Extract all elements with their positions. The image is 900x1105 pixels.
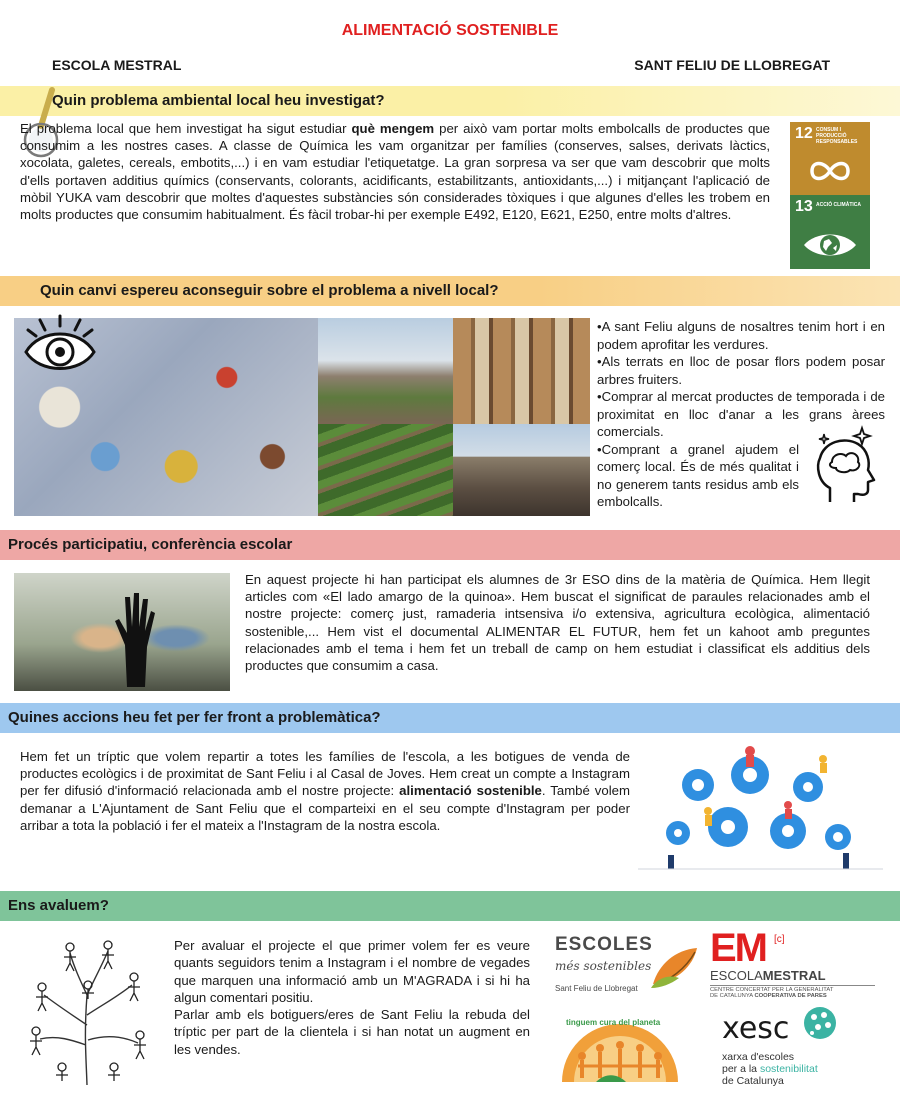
bulk-store-photo bbox=[453, 318, 590, 424]
section4-text bbox=[20, 748, 630, 834]
section3-band bbox=[0, 530, 900, 560]
xesc-dots-icon bbox=[802, 1005, 838, 1041]
bullet-item: •A sant Feliu alguns de nosaltres tenim hort i en podem aprofitar les verdures. bbox=[597, 319, 885, 352]
section2-heading: Quin canvi espereu aconseguir sobre el problema a nivell local? bbox=[40, 282, 499, 299]
sdg-12-number: 12 bbox=[795, 125, 813, 142]
people-tree-sketch bbox=[22, 935, 152, 1085]
city-name: SANT FELIU DE LLOBREGAT bbox=[634, 57, 830, 73]
raised-hand-icon bbox=[109, 587, 159, 687]
market-building-photo bbox=[453, 424, 590, 516]
section3-text: En aquest projecte hi han participat els alumnes de 3r ESO dins de la matèria de Química. Hem llegit articles com «El lado amargo de la quinoa». Hem buscat el significat de paraules relacionades amb el nostre projecte: comerç just, ramaderia intsensiva i/o extensiva, agricultura ecològica, alimentació sostenible,... Hem vist el documental ALIMENTAR EL FUTUR, hem fet un kahoot amb preguntes relacionades amb el tema i hem fet un treball de camp on hem estudiat i classificat els additius dels productes que consumim a casa. bbox=[245, 572, 870, 674]
section5-text bbox=[174, 937, 530, 1058]
escoles-logo-subtitle: més sostenibles bbox=[555, 959, 652, 973]
section1-text-b: per això vam portar molts embolcalls de productes que consumim a les nostres cases. A classe de Química les vam organitzar per famílies (conserves, salses, derivats làctics, xocolata, galetes, cereals, embotits,...) i en vam estudiar l'etiquetatge. La gran sorpresa va ser que vam descobrir que molts d'ells portaven additius químics (conservants, colorants, acidificants, estabilitzants, antioxidants,...) i mitjançant l'aplicació de mòbil YUKA vam descobrir que moltes d'aquestes substàncies són considerades tòxiques i que algunes d'elles les trobem en molts productes que consumim habitualment. És fàcil trobar-hi per exemple E492, E120, E621, E250, entre molts d'altres. bbox=[20, 121, 771, 223]
section4-band bbox=[0, 703, 900, 733]
section3-heading: Procés participatiu, conferència escolar bbox=[8, 536, 293, 553]
escoles-sostenibles-logo bbox=[553, 932, 703, 1002]
section5-paragraph-2: Parlar amb els botiguers/eres de Sant Feliu la rebuda del tríptic per part de la clientela i si han notat un augment en les vendes. bbox=[174, 1007, 530, 1057]
section5-paragraph-1: Per avaluar el projecte el que primer volem fer es veure quants seguidors tenim a Instagram i el nombre de vegades que marquen una informació amb un M'AGRADA i si hi ha algun comentari positiu. bbox=[174, 938, 530, 1005]
rooftop-garden-photo bbox=[318, 318, 453, 424]
eye-globe-icon bbox=[802, 229, 858, 261]
bullet-item: •Comprant a granel ajudem el comerç local. És de més qualitat i no generem tants residus amb els embolcalls. bbox=[597, 441, 799, 509]
section5-band bbox=[0, 891, 900, 921]
mestral-em: EM bbox=[710, 926, 766, 970]
head-thinking-icon bbox=[810, 422, 882, 506]
xesc-line1: xarxa d'escoles bbox=[722, 1051, 795, 1063]
section1-text bbox=[20, 120, 770, 223]
section1-text-a: El problema local que hem investigat ha sigut estudiar bbox=[20, 121, 352, 136]
escoles-logo-title: ESCOLES bbox=[555, 934, 653, 955]
mestral-name: ESCOLAMESTRAL bbox=[710, 968, 826, 983]
bullet-item: •Comprar al mercat productes de temporada i de proximitat en lloc d'anar a les grans àrees comercials. bbox=[597, 389, 885, 439]
leaves-icon bbox=[649, 944, 701, 988]
section1-band bbox=[0, 86, 900, 116]
infinity-icon bbox=[808, 158, 852, 184]
section1-text-bold: què mengem bbox=[351, 121, 435, 136]
xesc-logo bbox=[722, 1005, 882, 1090]
section5-heading: Ens avaluem? bbox=[8, 897, 109, 914]
sdg-13-tile bbox=[790, 195, 870, 269]
bullet-item: •Als terrats en lloc de posar flors podem posar arbres fruiters. bbox=[597, 354, 885, 387]
school-name: ESCOLA MESTRAL bbox=[52, 57, 182, 73]
conference-photo bbox=[14, 573, 230, 691]
sdg-12-label: CONSUM I PRODUCCIÓ RESPONSABLES bbox=[816, 127, 858, 145]
mestral-sub1: CENTRE CONCERTAT PER LA GENERALITAT bbox=[710, 985, 875, 993]
xesc-line3: de Catalunya bbox=[722, 1075, 784, 1087]
tinguem-cura-logo bbox=[556, 1012, 684, 1088]
mestral-c: [c] bbox=[774, 934, 785, 945]
section4-text-bold: alimentació sostenible bbox=[399, 783, 542, 799]
escoles-logo-place: Sant Feliu de Llobregat bbox=[555, 984, 638, 993]
section4-text-b: . També volem demanar a L'Ajuntament de Sant Feliu que el comparteixi en el seu compte d'Instagram per poder arribar a tota la població i fer el mateix a l'Instagram de la nostra escola. bbox=[20, 783, 630, 833]
section1-heading: Quin problema ambiental local heu investigat? bbox=[52, 92, 385, 109]
section2-band bbox=[0, 276, 900, 306]
xesc-wordmark: xesc bbox=[722, 1011, 790, 1046]
eye-sketch-icon bbox=[20, 312, 100, 390]
section4-heading: Quines accions heu fet per fer front a problemàtica? bbox=[8, 709, 381, 726]
xesc-line2: per a la sostenibilitat bbox=[722, 1063, 818, 1075]
gears-teamwork-illustration bbox=[638, 745, 883, 870]
vegetable-garden-photo bbox=[318, 424, 453, 516]
section4-text-a: Hem fet un tríptic que volem repartir a totes les famílies de l'escola, a les botigues de venda de productes ecològics i de proximitat de Sant Feliu i al Casal de Joves. Hem creat un compte a Instagram per fer difusió d'informació relacionada amb el nostre projecte: bbox=[20, 749, 630, 799]
page-title: ALIMENTACIÓ SOSTENIBLE bbox=[341, 22, 559, 39]
sdg-12-tile bbox=[790, 122, 870, 195]
tinguem-text: tinguem cura del planeta bbox=[566, 1018, 661, 1027]
escola-mestral-logo bbox=[710, 926, 880, 1002]
mestral-sub2: DE CATALUNYA COOPERATIVA DE PARES bbox=[710, 993, 827, 999]
sdg-13-label: ACCIÓ CLIMÀTICA bbox=[816, 202, 861, 208]
sdg-13-number: 13 bbox=[795, 198, 813, 215]
